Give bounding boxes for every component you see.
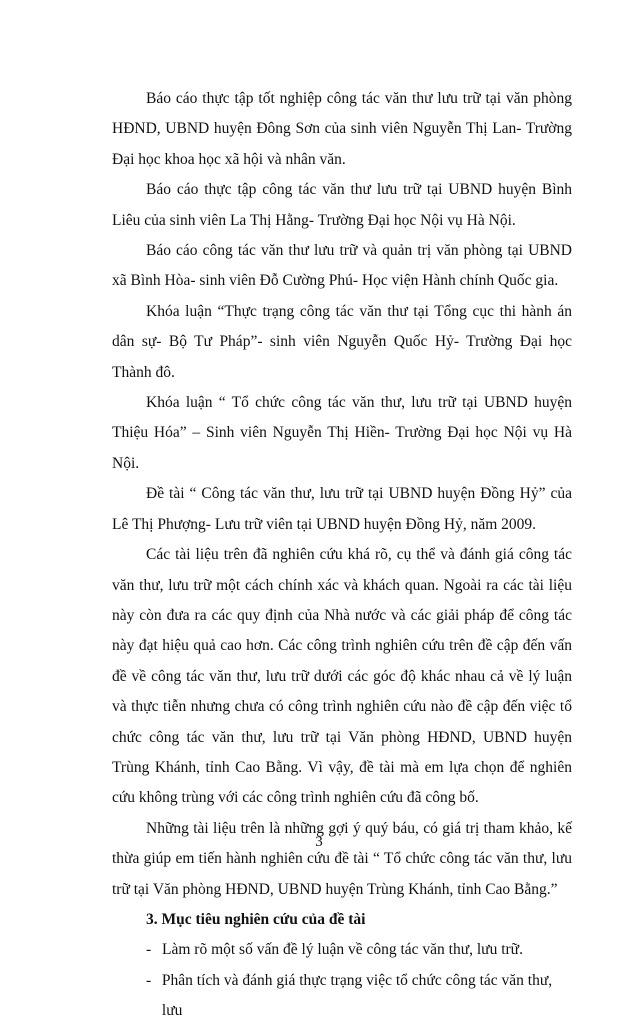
paragraph-2: Báo cáo thực tập công tác văn thư lưu trữ tại UBND huyện Bình Liêu của sinh viên La Thị Hằng- Trường Đại học Nội vụ Hà Nội. xyxy=(112,181,572,229)
paragraph-4: Khóa luận “Thực trạng công tác văn thư tại Tổng cục thi hành án dân sự- Bộ Tư Pháp”- sinh viên Nguyễn Quốc Hỷ- Trường Đại học Thành đô. xyxy=(112,302,572,381)
paragraph-8: Những tài liệu trên là những gợi ý quý báu, có giá trị tham khảo, kế thừa giúp em tiến hành nghiên cứu đề tài “ Tổ chức công tác văn thư, lưu trữ tại Văn phòng HĐND, UBND huyện Trùng Khánh, tỉnh Cao Bằng.” xyxy=(112,819,572,898)
dash-marker: - xyxy=(146,941,152,959)
paragraph-5: Khóa luận “ Tổ chức công tác văn thư, lưu trữ tại UBND huyện Thiệu Hóa” – Sinh viên Nguyễn Thị Hiền- Trường Đại học Nội vụ Hà Nội. xyxy=(112,394,572,472)
paragraph-6: Đề tài “ Công tác văn thư, lưu trữ tại UBND huyện Đồng Hỷ” của Lê Thị Phượng- Lưu trữ viên tại UBND huyện Đồng Hỷ, năm 2009. xyxy=(112,485,572,533)
paragraph-7: Các tài liệu trên đã nghiên cứu khá rõ, cụ thể và đánh giá công tác văn thư, lưu trữ một cách chính xác và khách quan. Ngoài ra các tài liệu này còn đưa ra các quy định của Nhà nước và các giải pháp để công tác này đạt hiệu quả cao hơn. Các công trình nghiên cứu trên đề cập đến vấn đề về công tác văn thư, lưu trữ dưới các góc độ khác nhau cả về lý luận và thực tiễn nhưng chưa có công trình nghiên cứu nào đề cập đến việc tổ chức công tác văn thư, lưu trữ tại Văn phòng HĐND, UBND huyện Trùng Khánh, tỉnh Cao Bằng. Vì vậy, đề tài mà em lựa chọn để nghiên cứu không trùng với các công trình nghiên cứu đã công bố. xyxy=(112,546,572,807)
page-content xyxy=(112,84,572,1027)
list-item xyxy=(112,935,572,965)
section-heading: 3. Mục tiêu nghiên cứu của đề tài xyxy=(146,910,366,928)
list-item-text: Phân tích và đánh giá thực trạng việc tổ chức công tác văn thư, lưu xyxy=(161,971,553,1020)
page-number: 3 xyxy=(315,834,323,850)
paragraph-1: Báo cáo thực tập tốt nghiệp công tác văn thư lưu trữ tại văn phòng HĐND, UBND huyện Đông Sơn của sinh viên Nguyễn Thị Lan- Trường Đại học khoa học xã hội và nhân văn. xyxy=(112,90,572,168)
paragraph-3: Báo cáo công tác văn thư lưu trữ và quản trị văn phòng tại UBND xã Bình Hòa- sinh viên Đỗ Cường Phú- Học viện Hành chính Quốc gia. xyxy=(112,242,572,290)
dash-marker: - xyxy=(146,971,152,989)
list-item xyxy=(112,966,572,1027)
list-item-text: Làm rõ một số vấn đề lý luận về công tác văn thư, lưu trữ. xyxy=(162,941,523,959)
